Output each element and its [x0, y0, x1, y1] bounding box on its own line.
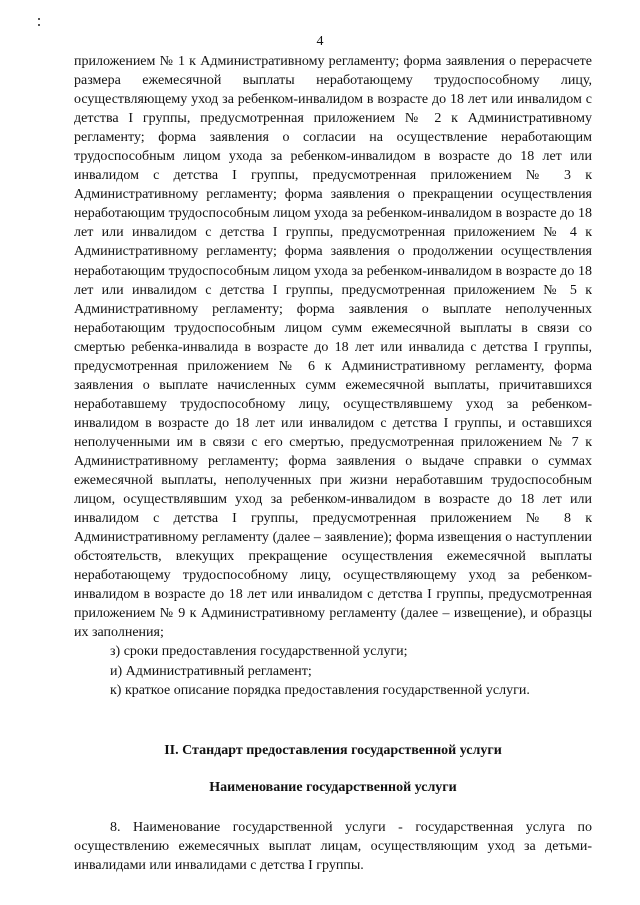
section-subheading: Наименование государственной услуги	[209, 779, 457, 795]
list-item-k: к) краткое описание порядка предоставления государственной услуги.	[110, 682, 530, 698]
list-item-i: и) Административный регламент;	[110, 663, 312, 679]
page-number: 4	[316, 34, 324, 49]
list-item-z: з) сроки предоставления государственной услуги;	[110, 644, 408, 660]
body-paragraph: приложением № 1 к Административному регламенту; форма заявления о перерасчете размера ежемесячной выплаты неработающему трудоспособному лицу, осуществляющему уход за ребенком-инвалидом в возрасте до 18 лет или инвалидом с детства I группы, предусмотренная приложением № 2 к Административному регламенту; форма заявления о согласии на осуществление неработающим трудоспособным лицом ухода за ребенком-инвалидом в возрасте до 18 лет или инвалидом с детства I группы, предусмотренная приложением № 3 к Административному регламенту; форма заявления о прекращении осуществления неработающим трудоспособным лицом ухода за ребенком-инвалидом в возрасте до 18 лет или инвалидом с детства I группы, предусмотренная приложением № 4 к Административному регламенту; форма заявления о продолжении осуществления неработающим трудоспособным лицом ухода за ребенком-инвалидом в возрасте до 18 лет или инвалидом с детства I группы, предусмотренная приложением № 5 к Административному регламенту; форма заявления о выплате неполученных неработающим трудоспособным лицом сумм ежемесячной выплаты в связи со смертью ребенка-инвалида в возрасте до 18 лет или инвалида с детства I группы, предусмотренная приложением № 6 к Административному регламенту, форма заявления о выплате начисленных сумм ежемесячной выплаты, причитавшихся неработавшему трудоспособному лицу, осуществлявшему уход за ребенком-инвалидом в возрасте до 18 лет или инвалидом с детства I группы, и оставшихся неполученными им в связи с его смертью, предусмотренная приложением № 7 к Административному регламенту; форма заявления о выдаче справки о суммах ежемесячной выплаты, неполученных при жизни неработавшим трудоспособным лицом, осуществлявшим уход за ребенком-инвалидом в возрасте до 18 лет или инвалидом с детства I группы, предусмотренная приложением № 8 к Административному регламенту (далее – заявление); форма извещения о наступлении обстоятельств, влекущих прекращение осуществления ежемесячной выплаты неработающему трудоспособному лицу, осуществляющему уход за ребенком-инвалидом в возрасте до 18 лет или инвалидом с детства I группы, предусмотренная приложением № 9 к Административному регламенту (далее – извещение), и образцы их заполнения;	[74, 54, 592, 641]
document-body	[74, 52, 592, 875]
section-paragraph: 8. Наименование государственной услуги - государственная услуга по осуществлению ежемесячных выплат лицам, осуществляющим уход за детьми-инвалидами или инвалидами с детства I группы.	[74, 819, 592, 873]
section-heading: II. Стандарт предоставления государственной услуги	[164, 742, 502, 758]
